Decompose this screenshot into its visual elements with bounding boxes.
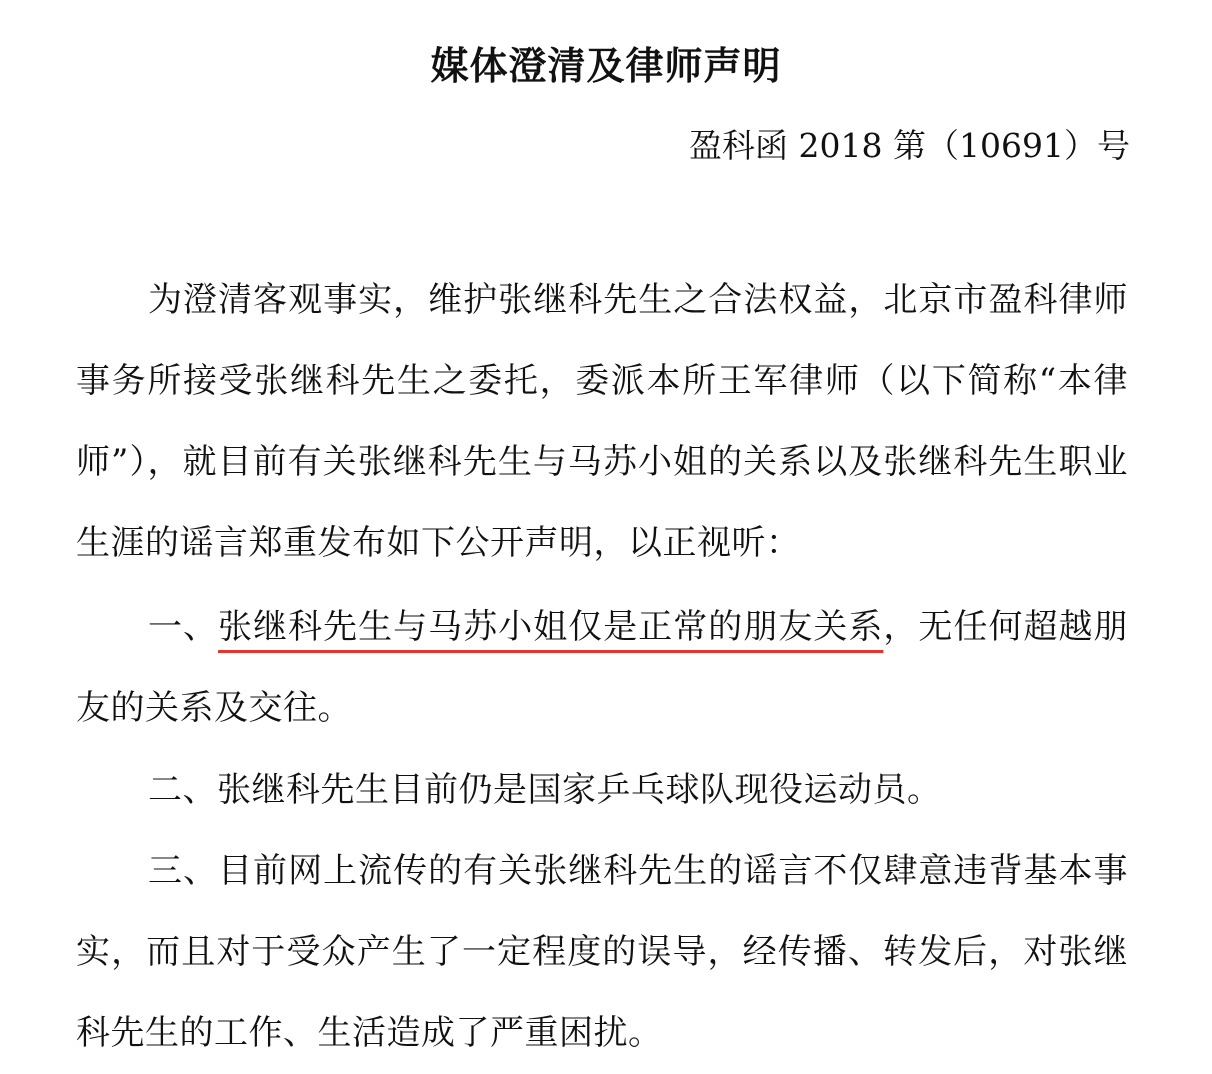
paragraph-text bbox=[76, 587, 1128, 749]
reference-number: 盈科函 2018 第（10691）号 bbox=[689, 126, 1130, 165]
paragraph-text: 为澄清客观事实，维护张继科先生之合法权益，北京市盈科律师事务所接受张继科先生之委托，委派本所王军律师（以下简称“本律师”），就目前有关张继科先生与马苏小姐的关系以及张继科先生职业生涯的谣言郑重发布如下公开声明，以正视听： bbox=[76, 280, 1128, 563]
item-suffix: ，无任何超越朋友的关系及交往。 bbox=[76, 607, 1129, 728]
underlined-statement: 张继科先生与马苏小姐仅是正常的朋友关系 bbox=[218, 607, 884, 647]
paragraph-text: 二、张继科先生目前仍是国家乒乓球队现役运动员。 bbox=[148, 770, 942, 810]
document-title: 媒体澄清及律师声明 bbox=[430, 44, 782, 88]
paragraph-text: 三、目前网上流传的有关张继科先生的谣言不仅肆意违背基本事实，而且对于受众产生了一定程度的误导，经传播、转发后，对张继科先生的工作、生活造成了严重困扰。 bbox=[76, 851, 1128, 1053]
item-prefix: 一、 bbox=[148, 607, 219, 647]
paragraph-item-2 bbox=[76, 750, 1128, 831]
paragraph-intro bbox=[76, 260, 1128, 584]
paragraph-item-1 bbox=[76, 587, 1128, 749]
paragraph-item-3 bbox=[76, 831, 1128, 1074]
